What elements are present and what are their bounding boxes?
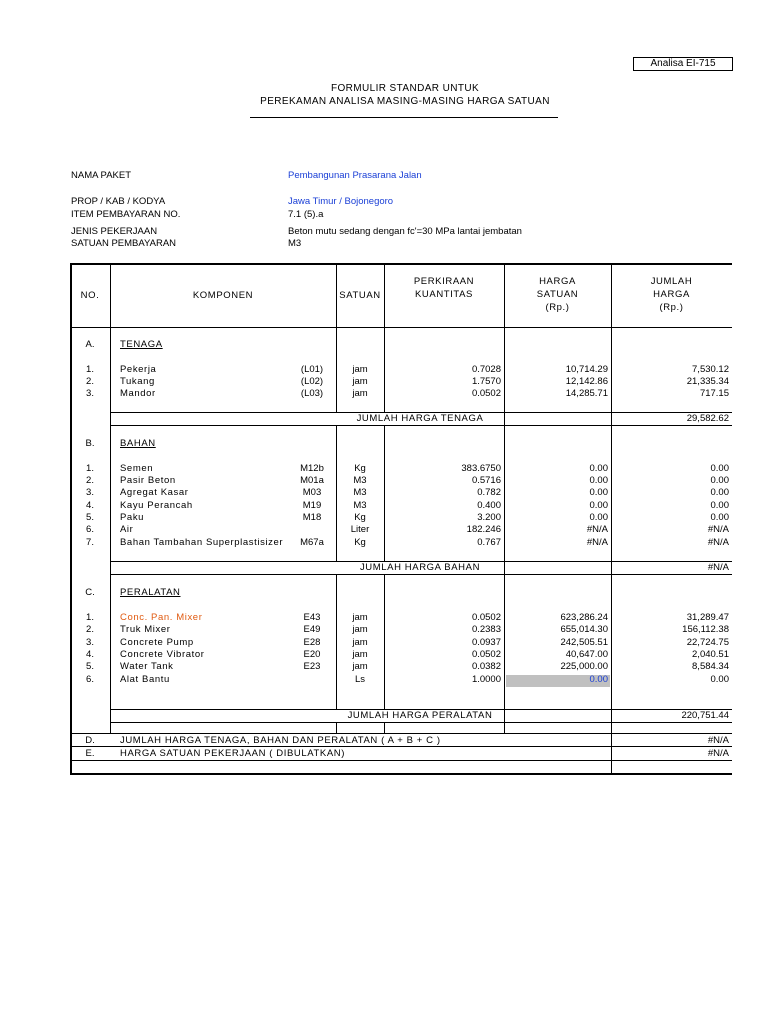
peralatan-row-no: 4. [86, 649, 94, 660]
header-harga-3: (Rp.) [545, 302, 570, 313]
bahan-row-total: 0.00 [710, 475, 729, 486]
bahan-row-price: #N/A [586, 537, 608, 548]
bahan-row-qty: 182.246 [466, 524, 501, 535]
peralatan-row-unit: jam [352, 649, 368, 660]
bahan-row-unit: Kg [354, 463, 366, 474]
peralatan-row-price[interactable]: 0.00 [589, 674, 608, 685]
bahan-row-unit: Kg [354, 512, 366, 523]
bahan-row-qty: 0.782 [477, 487, 501, 498]
tenaga-row-total: 717.15 [699, 388, 729, 399]
bahan-row-no: 1. [86, 463, 94, 474]
peralatan-row-unit: jam [352, 624, 368, 635]
peralatan-row-code: E43 [303, 612, 321, 623]
col-divider-no [110, 263, 111, 733]
subtotal-tenaga-value: 29,582.62 [686, 413, 729, 424]
section-c-title: PERALATAN [120, 587, 181, 598]
jenis-value: Beton mutu sedang dengan fc'=30 MPa lantai jembatan [288, 226, 522, 237]
title-line-1: FORMULIR STANDAR UNTUK [330, 83, 480, 94]
subtotal-bahan-value: #N/A [707, 562, 729, 573]
subtotal-peralatan-value: 220,751.44 [681, 710, 729, 721]
nama-paket-value: Pembangunan Prasarana Jalan [288, 170, 422, 181]
peralatan-row-no: 1. [86, 612, 94, 623]
header-kuantitas-2: KUANTITAS [414, 289, 473, 300]
bahan-row-total: #N/A [707, 537, 729, 548]
peralatan-row-qty: 0.0382 [471, 661, 501, 672]
peralatan-row-code: E28 [303, 637, 321, 648]
row-border-d [70, 733, 732, 734]
row-border-e [70, 746, 732, 747]
bahan-row-qty: 0.767 [477, 537, 501, 548]
tenaga-row-price: 10,714.29 [565, 364, 608, 375]
summary-e-label: HARGA SATUAN PEKERJAAN ( DIBULATKAN) [120, 748, 346, 759]
bahan-row-no: 2. [86, 475, 94, 486]
tenaga-row-no: 2. [86, 376, 94, 387]
tenaga-row-qty: 1.7570 [471, 376, 501, 387]
peralatan-row-total: 0.00 [710, 674, 729, 685]
peralatan-row-price: 655,014.30 [560, 624, 608, 635]
tenaga-row-no: 1. [86, 364, 94, 375]
tenaga-row-price: 12,142.86 [565, 376, 608, 387]
bahan-row-no: 7. [86, 537, 94, 548]
peralatan-row-price: 40,647.00 [565, 649, 608, 660]
tenaga-row-name: Pekerja [120, 364, 157, 375]
section-a-title: TENAGA [120, 339, 163, 350]
prop-value: Jawa Timur / Bojonegoro [288, 196, 394, 207]
tenaga-row-total: 21,335.34 [686, 376, 729, 387]
jenis-label: JENIS PEKERJAAN [71, 226, 158, 237]
bahan-row-name: Agregat Kasar [120, 487, 189, 498]
bahan-row-total: 0.00 [710, 500, 729, 511]
item-value: 7.1 (5).a [288, 209, 324, 220]
title-line-2: PEREKAMAN ANALISA MASING-MASING HARGA SATUAN [260, 96, 550, 107]
tenaga-row-no: 3. [86, 388, 94, 399]
bahan-row-qty: 383.6750 [461, 463, 501, 474]
peralatan-row-no: 3. [86, 637, 94, 648]
peralatan-row-name: Water Tank [120, 661, 174, 672]
header-kuantitas-1: PERKIRAAN [413, 276, 475, 287]
tenaga-row-qty: 0.0502 [471, 388, 501, 399]
bahan-row-code: M18 [302, 512, 322, 523]
nama-paket-label: NAMA PAKET [71, 170, 132, 181]
bahan-row-total: 0.00 [710, 463, 729, 474]
bahan-row-price: #N/A [586, 524, 608, 535]
bahan-row-qty: 3.200 [477, 512, 501, 523]
tenaga-row-unit: jam [352, 376, 368, 387]
peralatan-row-code: E23 [303, 661, 321, 672]
peralatan-row-qty: 0.2383 [471, 624, 501, 635]
bahan-row-code: M01a [300, 475, 324, 486]
summary-d-value: #N/A [707, 735, 729, 746]
table-bottom-border [70, 773, 732, 775]
summary-e-letter: E. [85, 748, 95, 759]
peralatan-row-price: 242,505.51 [560, 637, 608, 648]
bahan-row-unit: Kg [354, 537, 366, 548]
satuan-value: M3 [288, 238, 302, 249]
col-divider-satuan-c2 [336, 722, 337, 733]
col-divider-qty-c2 [384, 722, 385, 733]
peralatan-row-code: E20 [303, 649, 321, 660]
bahan-row-total: 0.00 [710, 487, 729, 498]
peralatan-row-no: 6. [86, 674, 94, 685]
tenaga-row-qty: 0.7028 [471, 364, 501, 375]
header-jumlah-3: (Rp.) [659, 302, 684, 313]
bahan-row-name: Bahan Tambahan Superplastisizer [120, 537, 284, 548]
bahan-row-name: Paku [120, 512, 145, 523]
bahan-row-name: Semen [120, 463, 154, 474]
bahan-row-no: 3. [86, 487, 94, 498]
peralatan-row-code: E49 [303, 624, 321, 635]
bahan-row-unit: M3 [353, 475, 367, 486]
peralatan-row-total: 2,040.51 [692, 649, 729, 660]
bahan-row-no: 4. [86, 500, 94, 511]
subtotal-c-bottom [110, 722, 732, 723]
peralatan-row-unit: Ls [354, 674, 366, 685]
peralatan-row-name: Truk Mixer [120, 624, 171, 635]
subtotal-tenaga-label: JUMLAH HARGA TENAGA [356, 413, 484, 424]
peralatan-row-name: Alat Bantu [120, 674, 170, 685]
bahan-row-name: Air [120, 524, 134, 535]
header-satuan: SATUAN [339, 290, 381, 301]
peralatan-row-price: 623,286.24 [560, 612, 608, 623]
bahan-row-unit: M3 [353, 500, 367, 511]
bahan-row-price: 0.00 [589, 463, 608, 474]
bahan-row-code: M12b [300, 463, 324, 474]
peralatan-row-unit: jam [352, 661, 368, 672]
bahan-row-qty: 0.400 [477, 500, 501, 511]
table-top-border [70, 263, 732, 265]
peralatan-row-name: Concrete Pump [120, 637, 194, 648]
bahan-row-price: 0.00 [589, 475, 608, 486]
header-komponen: KOMPONEN [192, 290, 254, 301]
tenaga-row-name: Tukang [120, 376, 155, 387]
summary-e-value: #N/A [707, 748, 729, 759]
section-c-letter: C. [85, 587, 95, 598]
peralatan-row-total: 156,112.38 [682, 624, 729, 635]
bahan-row-code: M19 [302, 500, 322, 511]
section-b-title: BAHAN [120, 438, 156, 449]
bahan-row-no: 5. [86, 512, 94, 523]
peralatan-row-total: 22,724.75 [686, 637, 729, 648]
bahan-row-code: M67a [300, 537, 324, 548]
header-harga-2: SATUAN [536, 289, 579, 300]
peralatan-row-name: Concrete Vibrator [120, 649, 205, 660]
peralatan-row-name: Conc. Pan. Mixer [120, 612, 203, 623]
bahan-row-unit: Liter [350, 524, 370, 535]
tenaga-row-code: (L02) [300, 376, 324, 387]
bahan-row-price: 0.00 [589, 500, 608, 511]
peralatan-row-total: 8,584.34 [692, 661, 729, 672]
tenaga-row-total: 7,530.12 [692, 364, 729, 375]
bahan-row-name: Kayu Perancah [120, 500, 193, 511]
bahan-row-price: 0.00 [589, 512, 608, 523]
tenaga-row-unit: jam [352, 364, 368, 375]
tenaga-row-code: (L03) [300, 388, 324, 399]
bahan-row-unit: M3 [353, 487, 367, 498]
row-border-end [70, 760, 732, 761]
peralatan-row-no: 5. [86, 661, 94, 672]
subtotal-a-bottom [110, 425, 732, 426]
peralatan-row-total: 31,289.47 [686, 612, 729, 623]
header-harga-1: HARGA [539, 276, 576, 287]
subtotal-b-bottom [110, 574, 732, 575]
bahan-row-code: M03 [302, 487, 322, 498]
tenaga-row-unit: jam [352, 388, 368, 399]
peralatan-row-no: 2. [86, 624, 94, 635]
bahan-row-name: Pasir Beton [120, 475, 176, 486]
bahan-row-total: #N/A [707, 524, 729, 535]
doc-code: Analisa EI-715 [633, 57, 733, 71]
bahan-row-no: 6. [86, 524, 94, 535]
subtotal-peralatan-label: JUMLAH HARGA PERALATAN [347, 710, 493, 721]
peralatan-row-qty: 0.0937 [471, 637, 501, 648]
satuan-label: SATUAN PEMBAYARAN [71, 238, 177, 249]
item-label: ITEM PEMBAYARAN NO. [71, 209, 181, 220]
bahan-row-qty: 0.5716 [471, 475, 501, 486]
header-bottom-border [70, 327, 732, 328]
section-a-letter: A. [85, 339, 95, 350]
subtotal-bahan-label: JUMLAH HARGA BAHAN [359, 562, 481, 573]
bahan-row-total: 0.00 [710, 512, 729, 523]
tenaga-row-name: Mandor [120, 388, 156, 399]
tenaga-row-price: 14,285.71 [565, 388, 608, 399]
title-rule [250, 117, 558, 118]
peralatan-row-unit: jam [352, 612, 368, 623]
prop-label: PROP / KAB / KODYA [71, 196, 166, 207]
tenaga-row-code: (L01) [300, 364, 324, 375]
header-no: NO. [80, 290, 100, 301]
summary-d-label: JUMLAH HARGA TENAGA, BAHAN DAN PERALATAN ( A + B + C ) [120, 735, 441, 746]
bahan-row-price: 0.00 [589, 487, 608, 498]
peralatan-row-qty: 1.0000 [471, 674, 501, 685]
peralatan-row-qty: 0.0502 [471, 649, 501, 660]
header-jumlah-1: JUMLAH [650, 276, 693, 287]
peralatan-row-price: 225,000.00 [560, 661, 608, 672]
header-jumlah-2: HARGA [653, 289, 690, 300]
summary-d-letter: D. [85, 735, 95, 746]
peralatan-row-unit: jam [352, 637, 368, 648]
section-b-letter: B. [85, 438, 95, 449]
peralatan-row-qty: 0.0502 [471, 612, 501, 623]
